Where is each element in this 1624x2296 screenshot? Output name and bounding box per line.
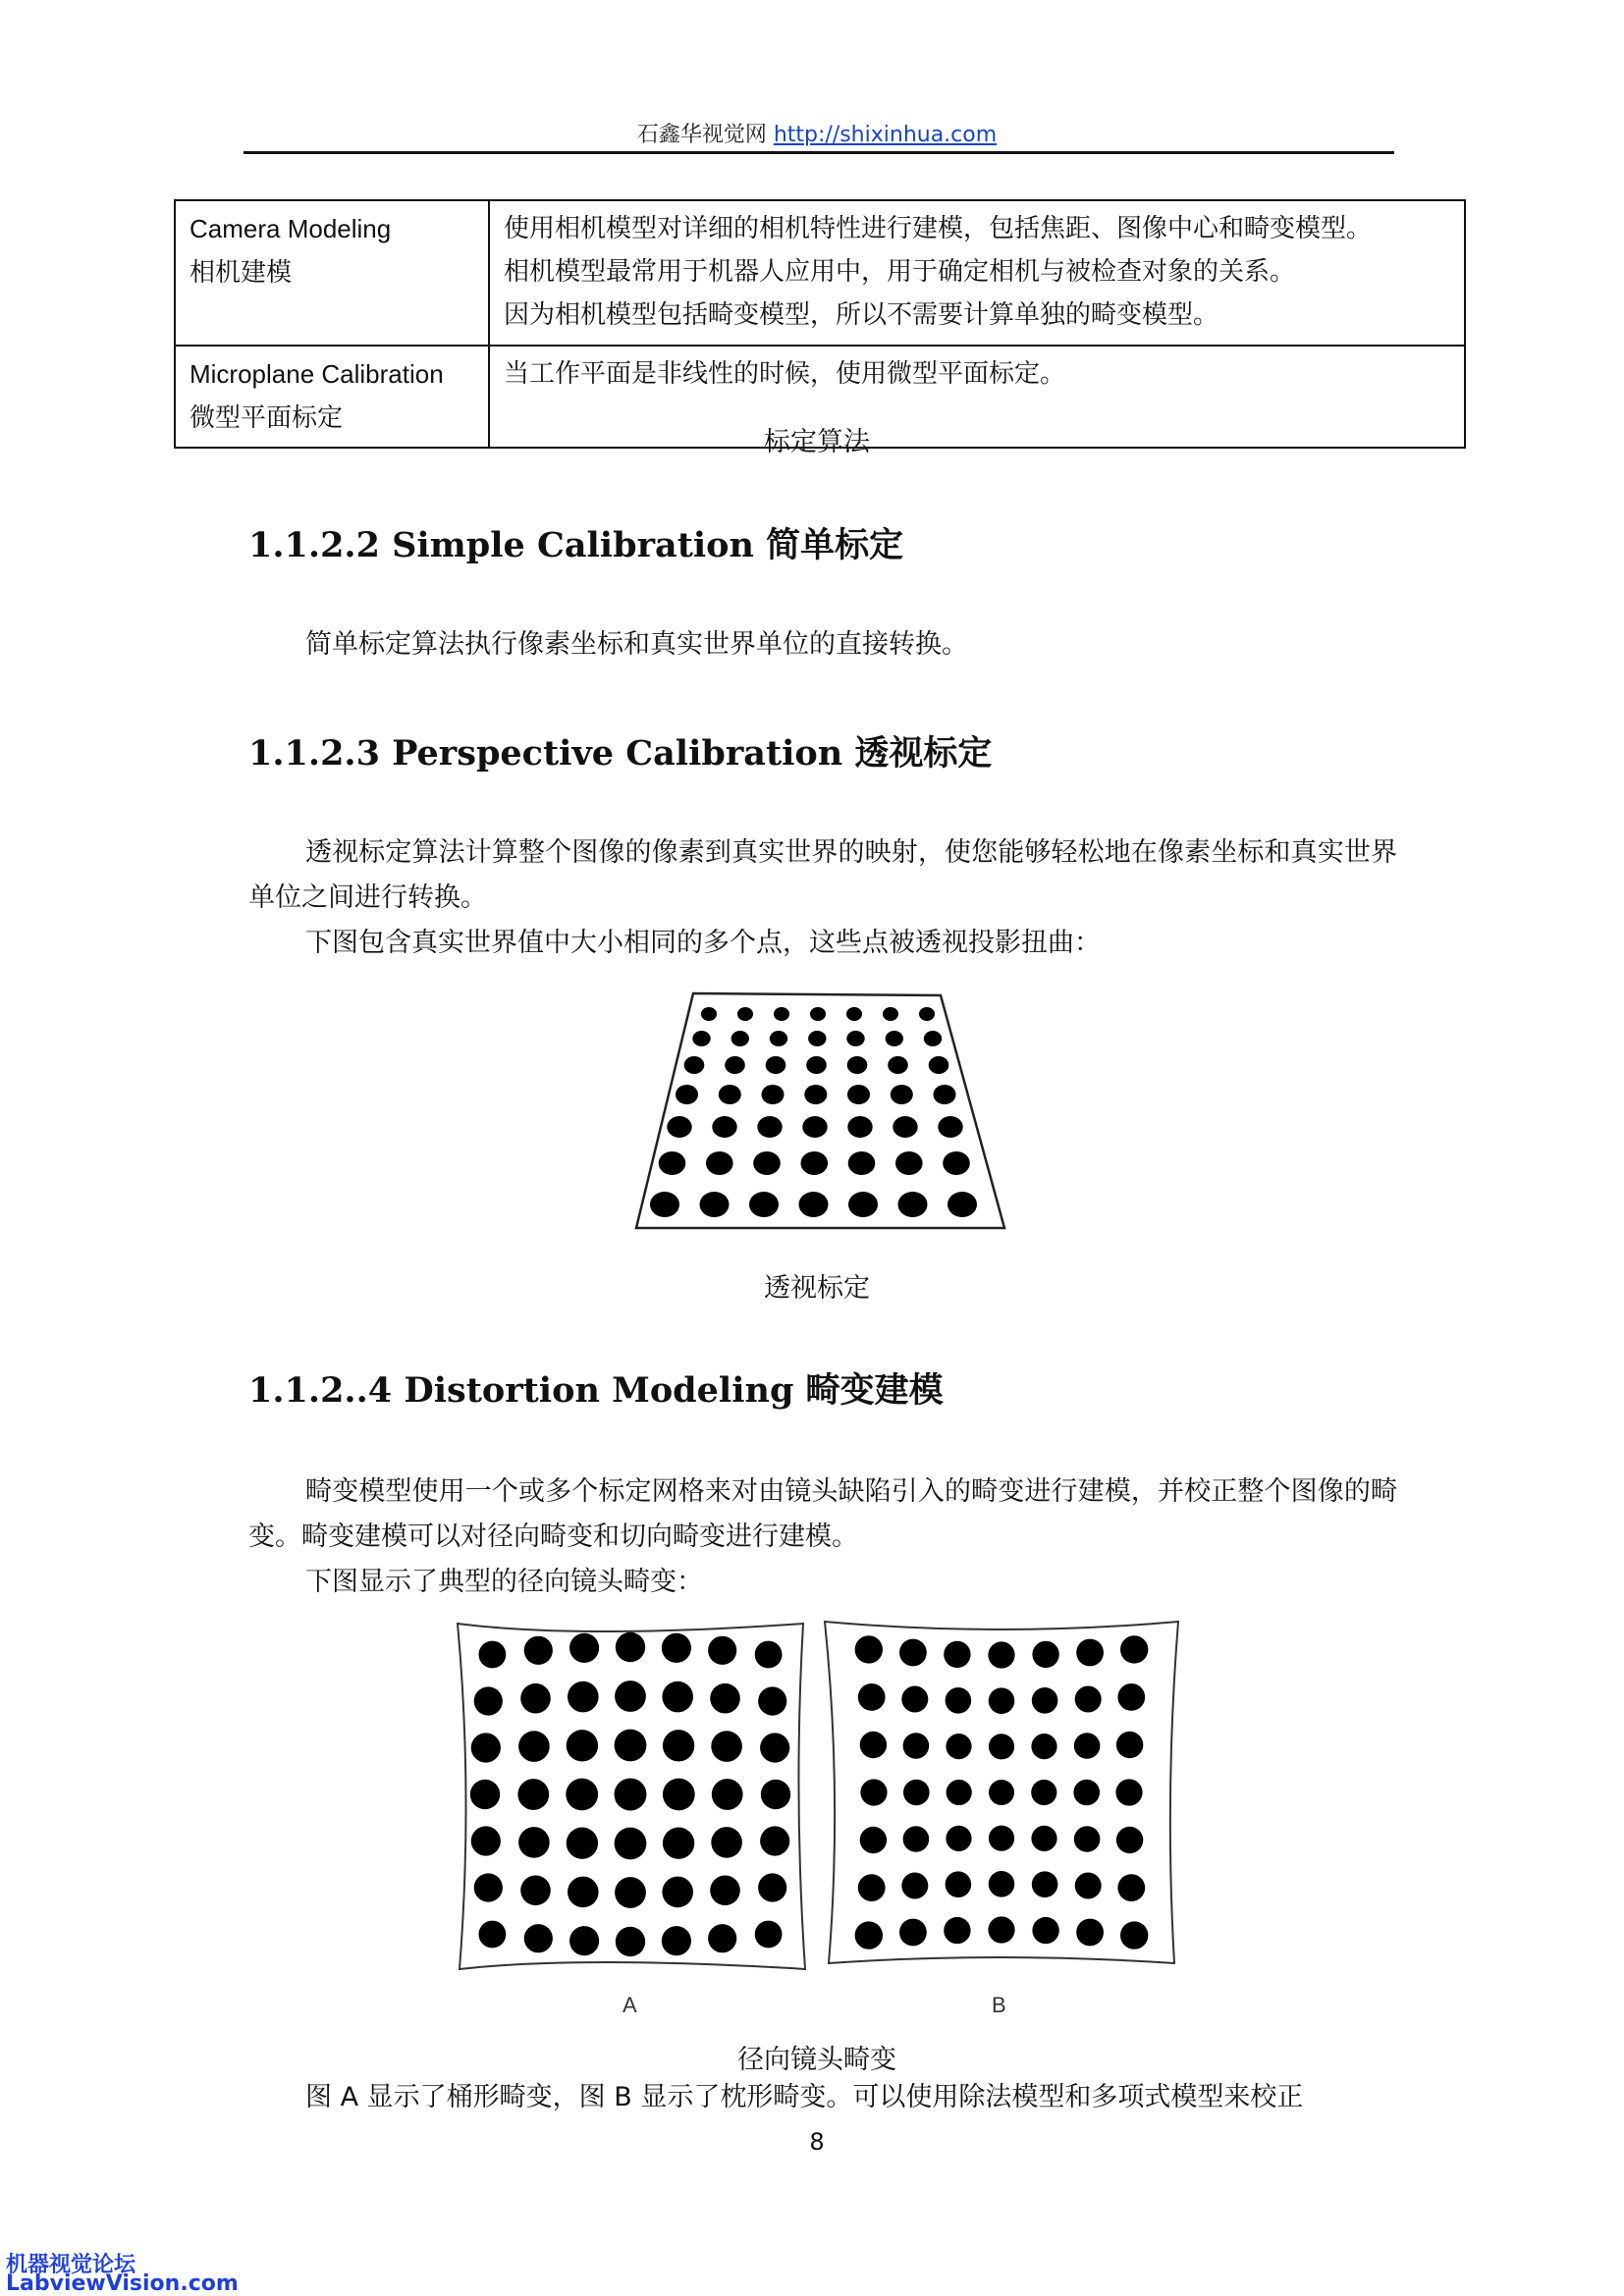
pincushion-dot (903, 1826, 930, 1852)
perspective-dot (802, 1116, 827, 1138)
perspective-dot (700, 1192, 730, 1217)
perspective-dot (719, 1085, 741, 1104)
pincushion-dot (1076, 1639, 1104, 1667)
perspective-dot (934, 1085, 956, 1104)
algorithm-name-en: Microplane Calibration (189, 359, 444, 389)
pincushion-dot (989, 1826, 1014, 1851)
barrel-dot (711, 1731, 742, 1762)
perspective-dot (753, 1151, 781, 1175)
barrel-dot (615, 1828, 647, 1860)
table-cell-description (489, 200, 1465, 346)
perspective-dot (943, 1151, 970, 1175)
barrel-dot (518, 1731, 550, 1762)
perspective-dot (847, 1085, 870, 1104)
pincushion-dot (989, 1780, 1014, 1805)
perspective-dot (883, 1007, 898, 1021)
barrel-dot (710, 1683, 740, 1714)
pincushion-dot (1032, 1871, 1058, 1897)
heading-distortion-modeling: 1.1.2..4 Distortion Modeling 畸变建模 (248, 1370, 944, 1411)
barrel-dot (567, 1730, 598, 1761)
pincushion-dot (1074, 1733, 1101, 1759)
pincushion-dot (1074, 1826, 1101, 1852)
pincushion-dot (1117, 1683, 1145, 1711)
pincushion-dot (860, 1732, 887, 1758)
perspective-dot (808, 1031, 826, 1046)
barrel-dot (569, 1633, 599, 1663)
barrel-dot (662, 1682, 693, 1713)
page-header (0, 118, 1624, 148)
pincushion-dot (988, 1641, 1014, 1668)
barrel-dot (470, 1780, 500, 1809)
barrel-dot (566, 1779, 598, 1811)
perspective-dot (676, 1085, 698, 1104)
barrel-dot (712, 1779, 743, 1810)
perspective-figure-caption: 透视标定 (764, 1273, 870, 1304)
perspective-dot (659, 1151, 686, 1175)
perspective-dot (895, 1151, 923, 1175)
barrel-dot (755, 1641, 783, 1669)
perspective-dot (801, 1151, 829, 1175)
pincushion-dot (855, 1921, 883, 1949)
barrel-dot (663, 1779, 695, 1811)
barrel-dot (616, 1927, 645, 1956)
barrel-dot (524, 1636, 553, 1665)
barrel-dot (616, 1632, 645, 1662)
table-cell-name (175, 200, 489, 346)
barrel-dot (520, 1683, 551, 1714)
perspective-dot (712, 1116, 736, 1138)
algorithm-name-cn: 微型平面标定 (189, 402, 344, 432)
perspective-dot (924, 1031, 942, 1046)
pincushion-dot (1120, 1635, 1148, 1663)
barrel-dot (471, 1826, 501, 1855)
barrel-dot (471, 1733, 501, 1762)
perspective-dot (804, 1085, 827, 1104)
barrel-dot (761, 1780, 790, 1809)
page-number: 8 (809, 2128, 825, 2156)
pincushion-dot (946, 1871, 972, 1897)
pincushion-dot (1075, 1873, 1102, 1899)
calibration-algorithms-table (174, 199, 1466, 449)
pincushion-dot (1031, 1780, 1056, 1805)
perspective-dot (846, 1031, 864, 1046)
perspective-dot (893, 1116, 917, 1138)
site-link[interactable]: http://shixinhua.com (773, 123, 998, 147)
pincushion-dot (860, 1827, 887, 1853)
perspective-dot (806, 1056, 827, 1074)
barrel-dot (568, 1682, 599, 1713)
barrel-dot (663, 1828, 694, 1859)
barrel-dot (711, 1827, 742, 1858)
perspective-dot (667, 1116, 691, 1138)
pincushion-dot (1116, 1732, 1143, 1758)
figure-label-b: B (992, 1993, 1006, 2017)
perspective-dot (938, 1116, 962, 1138)
barrel-dot (479, 1641, 507, 1669)
pincushion-dot (901, 1873, 928, 1899)
pincushion-dot (946, 1687, 972, 1714)
perspective-dot (701, 1007, 717, 1021)
barrel-dot (517, 1779, 549, 1810)
figure-label-a: A (623, 1993, 637, 2017)
perspective-dot (706, 1151, 733, 1175)
perspective-dot (725, 1056, 745, 1074)
barrel-dot (710, 1876, 740, 1906)
perspective-dot (749, 1192, 779, 1217)
perspective-dot (891, 1085, 913, 1104)
barrel-dot (520, 1876, 551, 1906)
pincushion-dot (1076, 1919, 1104, 1947)
perspective-dot (847, 1116, 872, 1138)
pincushion-dot (947, 1780, 972, 1805)
pincushion-dot (1075, 1686, 1102, 1713)
barrel-dot (663, 1730, 694, 1761)
pincushion-dot (899, 1639, 927, 1667)
perspective-dot (888, 1056, 908, 1074)
perspective-dot (848, 1151, 876, 1175)
barrel-dot (524, 1924, 553, 1952)
heading-simple-calibration: 1.1.2.2 Simple Calibration 简单标定 (248, 525, 904, 565)
perspective-dot (810, 1007, 826, 1021)
pincushion-dot (1032, 1917, 1058, 1944)
barrel-dot (615, 1877, 646, 1908)
pincushion-dot (860, 1779, 887, 1805)
perspective-dot (762, 1085, 785, 1104)
pincushion-dot (1120, 1921, 1148, 1949)
pincushion-dot (858, 1874, 886, 1901)
perspective-dot (848, 1192, 878, 1217)
header-divider (244, 151, 1394, 154)
radial-distortion-figure (450, 1618, 1186, 1981)
pincushion-dot (946, 1734, 971, 1759)
pincushion-dot (1031, 1826, 1056, 1851)
table-row (175, 200, 1465, 346)
pincushion-dot (903, 1780, 930, 1806)
pincushion-dot (899, 1919, 927, 1947)
pincushion-dot (989, 1871, 1015, 1897)
paragraph-distortion-3: 图 A 显示了桶形畸变，图 B 显示了枕形畸变。可以使用除法模型和多项式模型来校正 (305, 2082, 1304, 2112)
pincushion-dot (989, 1734, 1014, 1759)
barrel-dot (662, 1877, 693, 1908)
barrel-dot (758, 1686, 786, 1715)
barrel-dot (708, 1924, 736, 1952)
barrel-dot (474, 1873, 503, 1901)
pincushion-dot (1032, 1687, 1058, 1714)
perspective-dot (886, 1031, 903, 1046)
barrel-dot (755, 1921, 783, 1949)
perspective-dot (737, 1007, 753, 1021)
pincushion-dot (1116, 1827, 1143, 1853)
description-line: 当工作平面是非线性的时候，使用微型平面标定。 (504, 359, 1066, 389)
pincushion-dot (1117, 1874, 1145, 1901)
perspective-dot (929, 1056, 949, 1074)
barrel-dot (760, 1733, 789, 1762)
pincushion-dot (1115, 1779, 1142, 1805)
trapezoid-outline (636, 993, 1004, 1228)
site-name: 石鑫华视觉网 (636, 123, 767, 147)
pincushion-dot (988, 1916, 1014, 1943)
pincushion-dot (858, 1683, 886, 1711)
description-line: 因为相机模型包括畸变模型，所以不需要计算单独的畸变模型。 (504, 300, 1219, 330)
perspective-dot (766, 1056, 786, 1074)
barrel-dot (568, 1877, 599, 1908)
heading-perspective-calibration: 1.1.2.3 Perspective Calibration 透视标定 (248, 733, 993, 774)
watermark-forum-name: 机器视觉论坛 (6, 2253, 136, 2277)
algorithm-name-cn: 相机建模 (189, 257, 293, 287)
barrel-dot (479, 1921, 507, 1949)
pincushion-dot (989, 1687, 1015, 1714)
perspective-dot (684, 1056, 705, 1074)
algorithm-name-en: Camera Modeling (189, 214, 392, 243)
barrel-dot (518, 1827, 550, 1858)
barrel-dot (662, 1926, 691, 1955)
pincushion-dot (855, 1635, 883, 1663)
barrel-dot (615, 1779, 647, 1811)
watermark-forum-url: LabviewVision.com (6, 2271, 239, 2296)
perspective-dot (846, 1007, 862, 1021)
paragraph-distortion-2: 下图显示了典型的径向镜头畸变： (305, 1567, 703, 1597)
perspective-dot (757, 1116, 782, 1138)
perspective-dot (799, 1192, 829, 1217)
perspective-dot (919, 1007, 935, 1021)
perspective-dot (847, 1056, 868, 1074)
perspective-dot (770, 1031, 787, 1046)
barrel-dot (760, 1826, 789, 1855)
description-line: 相机模型最常用于机器人应用中，用于确定相机与被检查对象的关系。 (504, 257, 1296, 287)
barrel-dot (615, 1681, 646, 1712)
pincushion-dot (946, 1826, 971, 1851)
paragraph-perspective-1: 透视标定算法计算整个图像的像素到真实世界的映射，使您能够轻松地在像素坐标和真实世界单位之间进行转换。 (248, 837, 1397, 913)
paragraph-perspective-2: 下图包含真实世界值中大小相同的多个点，这些点被透视投影扭曲： (305, 928, 1101, 958)
pincushion-dot (1073, 1780, 1100, 1806)
barrel-dot (569, 1926, 599, 1955)
paragraph-simple-calibration: 简单标定算法执行像素坐标和真实世界单位的直接转换。 (305, 629, 968, 660)
pincushion-dot (944, 1641, 970, 1668)
barrel-dot (708, 1636, 736, 1665)
pincushion-dot (944, 1917, 970, 1944)
barrel-dot (662, 1633, 691, 1663)
description-line: 使用相机模型对详细的相机特性进行建模，包括焦距、图像中心和畸变模型。 (504, 214, 1373, 243)
pincushion-dot (901, 1686, 928, 1713)
pincushion-dot (1031, 1734, 1056, 1759)
barrel-dot (567, 1828, 598, 1859)
perspective-dot (947, 1192, 977, 1217)
perspective-dot-grid-figure (628, 987, 1011, 1242)
perspective-dot (650, 1192, 679, 1217)
barrel-dot (758, 1873, 786, 1901)
distortion-figure-caption: 径向镜头畸变 (737, 2045, 896, 2075)
barrel-dot (615, 1730, 647, 1762)
paragraph-distortion-1: 畸变模型使用一个或多个标定网格来对由镜头缺陷引入的畸变进行建模，并校正整个图像的畸变。畸变建模可以对径向畸变和切向畸变进行建模。 (248, 1476, 1397, 1552)
perspective-dot (731, 1031, 749, 1046)
perspective-dot (774, 1007, 789, 1021)
barrel-dot (474, 1686, 503, 1715)
perspective-dot (898, 1192, 928, 1217)
pincushion-dot (1032, 1641, 1058, 1668)
table-caption: 标定算法 (764, 427, 870, 457)
pincushion-dot (903, 1733, 930, 1759)
perspective-dot (692, 1031, 710, 1046)
